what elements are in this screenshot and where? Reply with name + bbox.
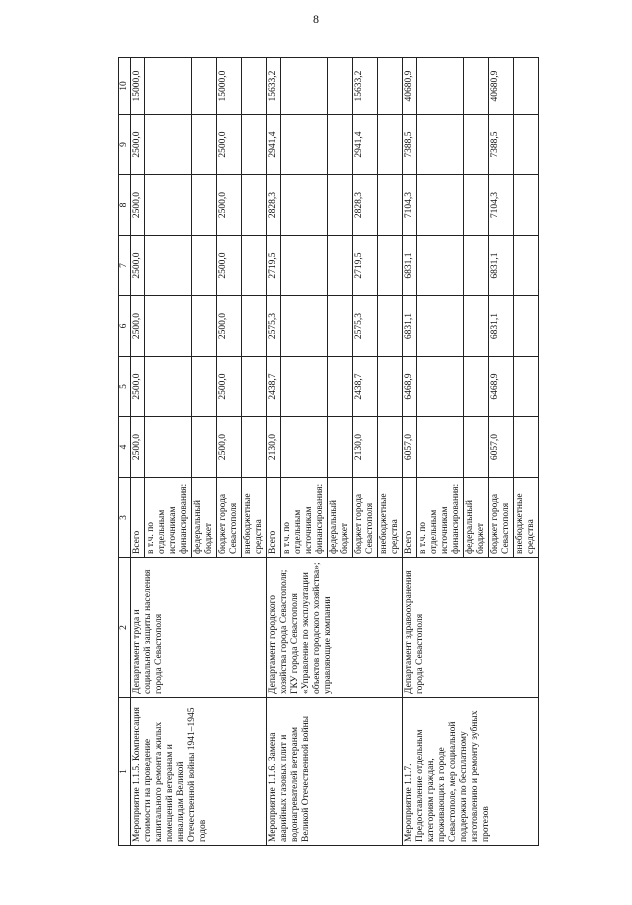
value-cell xyxy=(192,296,217,357)
value-cell xyxy=(328,296,353,357)
executor-cell: Департамент труда и социальной защиты населения города Севастополя xyxy=(131,558,267,698)
value-cell: 7104,3 xyxy=(403,175,417,236)
funding-source-cell: внебюджетные средства xyxy=(514,478,539,558)
value-cell xyxy=(464,357,489,417)
funding-source-cell: внебюджетные средства xyxy=(242,478,267,558)
funding-source-cell: бюджет города Севастополя xyxy=(217,478,242,558)
value-cell: 2500,0 xyxy=(131,357,145,417)
value-cell: 6057,0 xyxy=(403,417,417,478)
value-cell xyxy=(378,417,403,478)
value-cell xyxy=(145,115,192,175)
column-number: 10 xyxy=(119,58,131,115)
value-cell xyxy=(514,58,539,115)
header-row xyxy=(119,58,131,846)
value-cell xyxy=(328,357,353,417)
value-cell xyxy=(417,357,464,417)
value-cell xyxy=(514,417,539,478)
funding-source-cell: бюджет города Севастополя xyxy=(489,478,514,558)
value-cell xyxy=(145,357,192,417)
value-cell: 2500,0 xyxy=(217,296,242,357)
value-cell: 2500,0 xyxy=(131,417,145,478)
value-cell: 15633,2 xyxy=(353,58,378,115)
executor-cell: Департамент городского хозяйства города Севастополя; ГКУ города Севастополя «Управление по эксплуатации объектов городского хозяйства»; управляющие компании xyxy=(267,558,403,698)
value-cell xyxy=(514,175,539,236)
executor-cell: Департамент здравоохранения города Севастополя xyxy=(403,558,539,698)
table-row xyxy=(267,58,281,846)
value-cell xyxy=(145,296,192,357)
value-cell: 40680,9 xyxy=(403,58,417,115)
value-cell: 2438,7 xyxy=(353,357,378,417)
value-cell xyxy=(378,296,403,357)
rotated-table-wrapper xyxy=(118,58,534,846)
column-number: 1 xyxy=(119,698,131,846)
value-cell xyxy=(417,417,464,478)
activity-cell: Мероприятие 1.1.6. Замена аварийных газовых плит и водонагревателей ветеранам Великой Отечественной войны xyxy=(267,698,403,846)
funding-source-cell: федеральный бюджет xyxy=(328,478,353,558)
value-cell xyxy=(464,236,489,296)
value-cell xyxy=(242,236,267,296)
value-cell xyxy=(192,115,217,175)
value-cell xyxy=(417,236,464,296)
value-cell: 2828,3 xyxy=(267,175,281,236)
value-cell: 6831,1 xyxy=(403,296,417,357)
value-cell xyxy=(145,175,192,236)
funding-source-cell: Всего xyxy=(131,478,145,558)
value-cell xyxy=(328,115,353,175)
value-cell xyxy=(281,296,328,357)
value-cell: 2719,5 xyxy=(353,236,378,296)
funding-source-cell: в т.ч. по отдельным источникам финансирования: xyxy=(417,478,464,558)
value-cell xyxy=(145,236,192,296)
value-cell: 2575,3 xyxy=(267,296,281,357)
funding-source-cell: в т.ч. по отдельным источникам финансирования: xyxy=(281,478,328,558)
value-cell xyxy=(464,175,489,236)
funding-source-cell: в т.ч. по отдельным источникам финансирования: xyxy=(145,478,192,558)
value-cell: 6057,0 xyxy=(489,417,514,478)
value-cell xyxy=(328,58,353,115)
funding-source-cell: бюджет города Севастополя xyxy=(353,478,378,558)
value-cell: 6831,1 xyxy=(489,236,514,296)
table-body xyxy=(119,58,539,846)
value-cell: 15000,0 xyxy=(217,58,242,115)
value-cell xyxy=(242,417,267,478)
value-cell xyxy=(417,115,464,175)
value-cell xyxy=(192,357,217,417)
value-cell xyxy=(464,115,489,175)
value-cell xyxy=(281,115,328,175)
value-cell: 2719,5 xyxy=(267,236,281,296)
column-number: 3 xyxy=(119,478,131,558)
value-cell xyxy=(328,175,353,236)
value-cell: 2575,3 xyxy=(353,296,378,357)
value-cell: 2500,0 xyxy=(217,357,242,417)
funding-table xyxy=(118,57,539,846)
value-cell xyxy=(192,58,217,115)
activity-cell: Мероприятие 1.1.7. Предоставление отдельным категориям граждан, проживающих в городе Севастополе, мер социальной поддержки по бесплатному изготовлению и ремонту зубных протезов xyxy=(403,698,539,846)
funding-source-cell: Всего xyxy=(267,478,281,558)
value-cell: 2500,0 xyxy=(217,236,242,296)
value-cell xyxy=(242,115,267,175)
value-cell xyxy=(281,236,328,296)
value-cell: 6468,9 xyxy=(403,357,417,417)
value-cell xyxy=(242,357,267,417)
page-number: 8 xyxy=(313,12,319,26)
value-cell xyxy=(464,296,489,357)
value-cell xyxy=(514,115,539,175)
value-cell: 15000,0 xyxy=(131,58,145,115)
value-cell xyxy=(145,417,192,478)
value-cell xyxy=(417,58,464,115)
value-cell: 2500,0 xyxy=(131,175,145,236)
column-number: 5 xyxy=(119,357,131,417)
value-cell xyxy=(378,58,403,115)
value-cell: 2500,0 xyxy=(217,115,242,175)
value-cell: 2500,0 xyxy=(131,296,145,357)
value-cell xyxy=(281,175,328,236)
value-cell: 7104,3 xyxy=(489,175,514,236)
value-cell: 2941,4 xyxy=(353,115,378,175)
value-cell xyxy=(281,58,328,115)
value-cell xyxy=(378,236,403,296)
value-cell: 2438,7 xyxy=(267,357,281,417)
value-cell xyxy=(145,58,192,115)
value-cell xyxy=(328,417,353,478)
value-cell xyxy=(514,296,539,357)
table-row xyxy=(131,58,145,846)
column-number: 6 xyxy=(119,296,131,357)
column-number: 7 xyxy=(119,236,131,296)
table-row xyxy=(403,58,417,846)
column-number: 8 xyxy=(119,175,131,236)
value-cell xyxy=(281,357,328,417)
value-cell: 2130,0 xyxy=(267,417,281,478)
value-cell: 2500,0 xyxy=(217,175,242,236)
value-cell: 7388,5 xyxy=(489,115,514,175)
value-cell: 2500,0 xyxy=(217,417,242,478)
funding-source-cell: федеральный бюджет xyxy=(192,478,217,558)
value-cell xyxy=(378,175,403,236)
value-cell xyxy=(417,296,464,357)
value-cell: 2130,0 xyxy=(353,417,378,478)
value-cell: 6468,9 xyxy=(489,357,514,417)
value-cell xyxy=(514,236,539,296)
value-cell: 2500,0 xyxy=(131,115,145,175)
value-cell: 15633,2 xyxy=(267,58,281,115)
value-cell xyxy=(242,296,267,357)
value-cell: 2941,4 xyxy=(267,115,281,175)
value-cell: 2828,3 xyxy=(353,175,378,236)
value-cell xyxy=(514,357,539,417)
value-cell: 2500,0 xyxy=(131,236,145,296)
value-cell: 40680,9 xyxy=(489,58,514,115)
value-cell xyxy=(281,417,328,478)
value-cell xyxy=(378,115,403,175)
value-cell xyxy=(192,175,217,236)
value-cell xyxy=(242,175,267,236)
value-cell xyxy=(378,357,403,417)
funding-source-cell: Всего xyxy=(403,478,417,558)
value-cell xyxy=(464,417,489,478)
value-cell: 7388,5 xyxy=(403,115,417,175)
column-number: 9 xyxy=(119,115,131,175)
value-cell xyxy=(417,175,464,236)
funding-source-cell: федеральный бюджет xyxy=(464,478,489,558)
column-number: 2 xyxy=(119,558,131,698)
value-cell xyxy=(328,236,353,296)
activity-cell: Мероприятие 1.1.5. Компенсация стоимости на проведение капитального ремонта жилых помещений ветеранам и инвалидам Великой Отечественной войны 1941–1945 годов xyxy=(131,698,267,846)
funding-source-cell: внебюджетные средства xyxy=(378,478,403,558)
column-number: 4 xyxy=(119,417,131,478)
value-cell: 6831,1 xyxy=(403,236,417,296)
value-cell xyxy=(242,58,267,115)
value-cell: 6831,1 xyxy=(489,296,514,357)
value-cell xyxy=(464,58,489,115)
value-cell xyxy=(192,236,217,296)
value-cell xyxy=(192,417,217,478)
